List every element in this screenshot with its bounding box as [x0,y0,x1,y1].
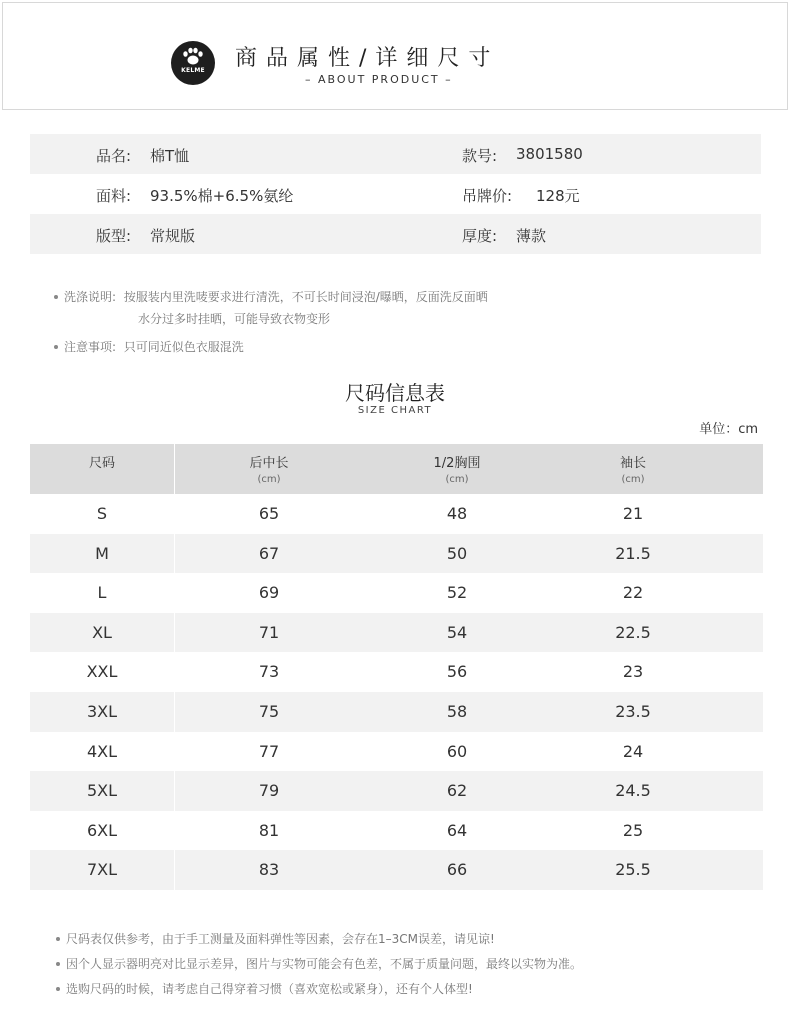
header-panel [2,2,788,110]
attribute-row [30,134,761,174]
column-divider [174,811,175,851]
table-cell: 65 [258,504,280,523]
attribute-value: 93.5%棉+6.5%氨纶 [150,187,294,205]
table-cell: XXL [86,662,118,682]
table-cell: 52 [446,583,468,603]
bullet-icon [54,295,58,299]
table-row [30,494,763,534]
table-cell: 21 [622,504,644,523]
table-body [30,494,763,890]
table-cell: 66 [446,860,468,880]
table-cell: 60 [446,741,468,761]
page-title: 商品属性/详细尺寸 [235,46,500,71]
table-cell: 75 [258,701,280,721]
column-divider [174,573,175,613]
column-divider [174,652,175,692]
size-chart-title: 尺码信息表 [345,381,445,405]
column-divider [174,494,175,534]
table-cell: 22 [622,583,644,603]
bullet-icon [56,987,60,991]
table-header [30,444,763,494]
column-divider [174,613,175,653]
attribute-value: 3801580 [516,145,583,163]
table-cell: 62 [446,781,468,801]
column-divider [174,771,175,811]
table-row [30,771,763,811]
attribute-row [30,174,761,214]
attribute-label: 厚度: [462,227,498,245]
table-cell: 83 [258,860,280,880]
attribute-value: 薄款 [516,227,547,245]
column-divider [174,692,175,732]
table-row [30,692,763,732]
column-divider [174,444,175,494]
table-cell: 77 [258,741,280,761]
kelme-logo [171,41,215,85]
size-table [30,444,763,890]
table-row [30,573,763,613]
table-cell: 73 [258,662,280,682]
wash-label: 洗涤说明: [64,290,117,304]
bullet-icon [54,345,58,349]
care-notes [54,286,488,358]
table-cell: 25 [622,820,644,840]
column-divider [174,850,175,890]
column-divider [174,732,175,772]
table-row [30,613,763,653]
attribute-label: 款号: [462,147,498,165]
table-cell: 5XL [86,781,118,801]
bullet-icon [56,937,60,941]
table-cell: L [97,583,107,603]
footer-note: 尺码表仅供参考，由于手工测量及面料弹性等因素，会存在1–3CM误差，请见谅! [56,927,582,952]
table-cell: 25.5 [615,860,651,880]
table-row [30,811,763,851]
footer-notes [56,927,582,1002]
attention-note [54,336,488,358]
table-cell: 79 [258,781,280,801]
attribute-label: 面料: [96,187,132,205]
table-cell: M [95,543,109,563]
attribute-label: 品名: [96,147,132,165]
wash-note-continued: 水分过多时挂晒，可能导致衣物变形 [138,312,331,326]
page-subtitle: – ABOUT PRODUCT – [305,73,453,86]
table-cell: 4XL [86,741,118,761]
table-row [30,534,763,574]
unit-label: 单位：cm [699,422,758,437]
header-size: 尺码 [88,456,115,471]
table-cell: 69 [258,583,280,603]
table-cell: 23 [622,662,644,682]
table-cell: 71 [258,622,280,642]
table-cell: 50 [446,543,468,563]
table-cell: 6XL [86,820,118,840]
table-cell: 3XL [86,701,118,721]
footer-note: 选购尺码的时候，请考虑自己得穿着习惯（喜欢宽松或紧身），还有个人体型! [56,977,582,1002]
attribute-value: 常规版 [150,227,196,245]
table-row [30,732,763,772]
header-back-length: 后中长 (cm) [249,456,289,485]
column-divider [174,534,175,574]
table-cell: 81 [258,820,280,840]
table-cell: XL [92,622,112,642]
table-cell: 54 [446,622,468,642]
paw-icon [171,41,215,85]
size-chart-subtitle: SIZE CHART [357,405,433,416]
table-cell: S [96,504,108,523]
table-cell: 67 [258,543,280,563]
footer-note: 因个人显示器明亮对比显示差异，图片与实物可能会有色差，不属于质量问题，最终以实物为准。 [56,952,582,977]
attribute-label: 版型: [96,227,132,245]
wash-text: 按服装内里洗唛要求进行清洗，不可长时间浸泡/曝晒，反面洗反面晒 [123,290,488,304]
table-row [30,652,763,692]
attribute-value: 128元 [536,187,580,205]
logo-text: KELME [181,67,205,74]
table-cell: 58 [446,701,468,721]
attention-label: 注意事项: [64,340,117,354]
header-sleeve: 袖长 (cm) [619,456,646,485]
bullet-icon [56,962,60,966]
attention-text: 只可同近似色衣服混洗 [123,340,244,354]
wash-note [54,286,488,308]
table-cell: 22.5 [615,622,651,642]
attribute-table [30,134,761,254]
table-cell: 24.5 [615,781,651,801]
table-cell: 21.5 [615,543,651,563]
header-half-chest: 1/2胸围 (cm) [433,456,481,485]
table-cell: 7XL [86,860,118,880]
table-cell: 24 [622,741,644,761]
table-cell: 23.5 [615,701,651,721]
table-cell: 56 [446,662,468,682]
table-cell: 48 [446,504,468,523]
attribute-row [30,214,761,254]
attribute-value: 棉T恤 [150,147,190,165]
table-cell: 64 [446,820,468,840]
table-row [30,850,763,890]
attribute-label: 吊牌价: [462,187,513,205]
